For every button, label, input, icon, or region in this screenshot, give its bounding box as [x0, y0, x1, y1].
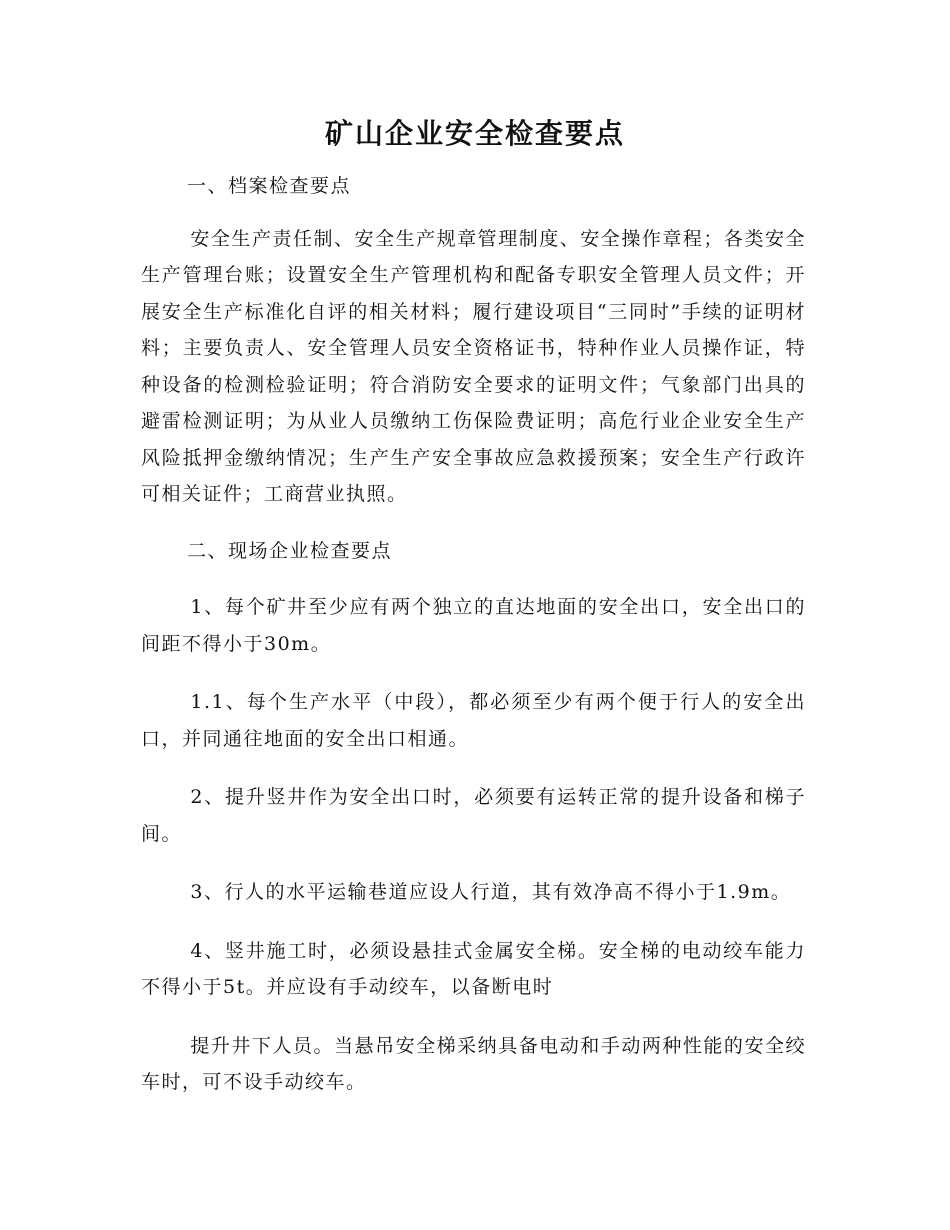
onsite-item-1: 1、每个矿井至少应有两个独立的直达地面的安全出口，安全出口的间距不得小于30m。 — [141, 596, 806, 655]
onsite-item-4-continued: 提升井下人员。当悬吊安全梯采纳具备电动和手动两种性能的安全绞车时，可不设手动绞车。 — [141, 1034, 806, 1093]
onsite-item-1-1: 1.1、每个生产水平（中段），都必须至少有两个便于行人的安全出口，并同通往地面的安全出口相通。 — [141, 691, 806, 750]
onsite-item-2: 2、提升竖井作为安全出口时，必须要有运转正常的提升设备和梯子间。 — [141, 786, 806, 845]
document-body — [141, 168, 806, 1101]
section-heading-onsite: 二、现场企业检查要点 — [187, 539, 393, 562]
onsite-item-3: 3、行人的水平运输巷道应设人行道，其有效净高不得小于1.9m。 — [190, 881, 792, 903]
document-title: 矿山企业安全检查要点 — [324, 117, 625, 150]
section-body-archives: 安全生产责任制、安全生产规章管理制度、安全操作章程；各类安全生产管理台账；设置安全生产管理机构和配备专职安全管理人员文件；开展安全生产标准化自评的相关材料；履行建设项目“三同时”手续的证明材料；主要负责人、安全管理人员安全资格证书，特种作业人员操作证，特种设备的检测检验证明；符合消防安全要求的证明文件；气象部门出具的避雷检测证明；为从业人员缴纳工伤保险费证明；高危行业企业安全生产风险抵押金缴纳情况；生产生产安全事故应急救援预案；安全生产行政许可相关证件；工商营业执照。 — [141, 227, 806, 505]
onsite-item-4: 4、竖井施工时，必须设悬挂式金属安全梯。安全梯的电动绞车能力不得小于5t。并应设有手动绞车，以备断电时 — [141, 939, 806, 998]
section-heading-archives: 一、档案检查要点 — [187, 175, 352, 197]
